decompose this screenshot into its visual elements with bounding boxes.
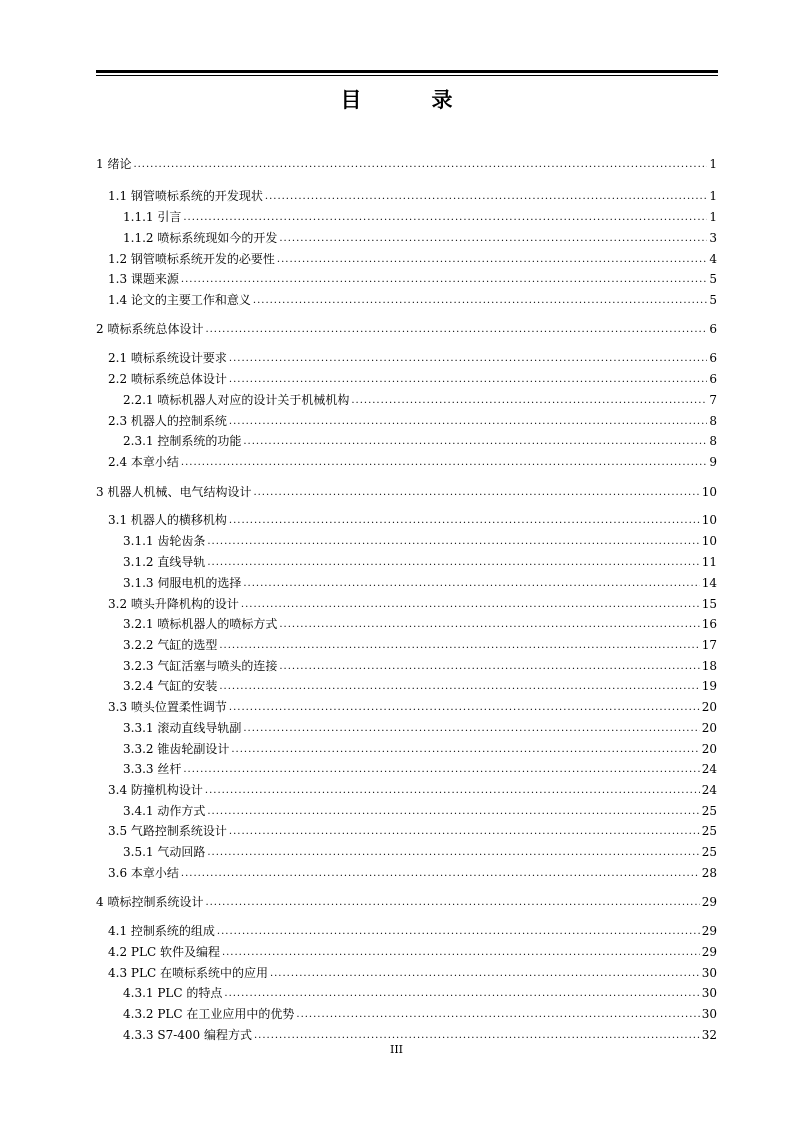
toc-entry-label: 3.5 气路控制系统设计 [108, 824, 227, 838]
page-number: III [389, 1043, 404, 1056]
toc-entry-label: 3.3.3 丝杆 [123, 762, 182, 776]
toc-entry[interactable] [108, 962, 717, 980]
toc-leader-dots [181, 274, 707, 286]
toc-leader-dots [207, 557, 699, 569]
toc-leader-dots [351, 395, 707, 407]
toc-entry-page: 20 [701, 721, 717, 735]
toc-entry-label: 2.1 喷标系统设计要求 [108, 351, 227, 365]
toc-entry[interactable] [108, 347, 717, 365]
toc-entry-page: 28 [701, 866, 717, 880]
toc-entry-label: 3.1.2 直线导轨 [123, 555, 206, 569]
toc-entry-page: 6 [709, 351, 717, 365]
toc-entry-label: 4.3.2 PLC 在工业应用中的优势 [123, 1007, 295, 1021]
toc-entry[interactable] [123, 758, 717, 776]
toc-entry-page: 8 [709, 414, 717, 428]
toc-leader-dots [229, 374, 707, 386]
toc-entry[interactable] [123, 389, 717, 407]
toc-entry[interactable] [123, 841, 717, 859]
toc-entry-page: 9 [709, 455, 717, 469]
title-char-1: 目 [340, 88, 362, 112]
toc-entry-label: 1.2 钢管喷标系统开发的必要性 [108, 252, 275, 266]
toc-entry[interactable] [108, 268, 717, 286]
toc-entry-page: 10 [701, 534, 717, 548]
toc-entry-page: 32 [701, 1028, 717, 1042]
toc-entry-label: 2.3.1 控制系统的功能 [123, 434, 242, 448]
toc-entry-label: 3.3.1 滚动直线导轨副 [123, 721, 242, 735]
toc-leader-dots [265, 191, 707, 203]
toc-entry[interactable] [123, 800, 717, 818]
toc-leader-dots [229, 416, 707, 428]
title-char-2: 录 [431, 88, 453, 112]
toc-leader-dots [207, 847, 699, 859]
toc-entry-label: 1.1.2 喷标系统现如今的开发 [123, 231, 278, 245]
toc-entry[interactable] [96, 318, 717, 336]
toc-entry-page: 17 [701, 638, 717, 652]
toc-entry[interactable] [96, 891, 717, 909]
toc-entry[interactable] [123, 675, 717, 693]
toc-leader-dots [243, 578, 699, 590]
toc-entry-page: 30 [701, 986, 717, 1000]
toc-entry-page: 6 [709, 322, 717, 336]
toc-entry-label: 3.3.2 锥齿轮副设计 [123, 742, 230, 756]
toc-entry-label: 3.2 喷头升降机构的设计 [108, 597, 239, 611]
toc-entry[interactable] [123, 227, 717, 245]
toc-entry-label: 4.3 PLC 在喷标系统中的应用 [108, 966, 268, 980]
toc-entry-page: 14 [701, 576, 717, 590]
toc-entry-label: 3.5.1 气动回路 [123, 845, 206, 859]
toc-entry-label: 4.2 PLC 软件及编程 [108, 945, 220, 959]
toc-leader-dots [229, 702, 700, 714]
toc-leader-dots [219, 640, 699, 652]
toc-leader-dots [181, 457, 707, 469]
toc-leader-dots [224, 988, 699, 1000]
toc-entry-label: 1.4 论文的主要工作和意义 [108, 293, 251, 307]
toc-entry-page: 16 [701, 617, 717, 631]
toc-entry[interactable] [123, 430, 717, 448]
toc-entry-page: 1 [709, 157, 717, 171]
toc-entry[interactable] [123, 530, 717, 548]
toc-entry-label: 2.2 喷标系统总体设计 [108, 372, 227, 386]
toc-entry-page: 10 [701, 485, 717, 499]
toc-entry-page: 11 [701, 555, 717, 569]
toc-entry[interactable] [108, 593, 717, 611]
toc-entry-label: 3.2.4 气缸的安装 [123, 679, 218, 693]
toc-leader-dots [296, 1009, 699, 1021]
toc-entry-label: 2.3 机器人的控制系统 [108, 414, 227, 428]
toc-entry-page: 19 [701, 679, 717, 693]
toc-entry-page: 25 [701, 824, 717, 838]
toc-leader-dots [183, 212, 707, 224]
toc-leader-dots [243, 436, 707, 448]
toc-entry[interactable] [108, 941, 717, 959]
toc-entry-label: 3.2.2 气缸的选型 [123, 638, 218, 652]
toc-leader-dots [219, 681, 699, 693]
toc-entry[interactable] [123, 738, 717, 756]
toc-entry-page: 25 [701, 845, 717, 859]
toc-entry-label: 3.3 喷头位置柔性调节 [108, 700, 227, 714]
toc-entry-page: 25 [701, 804, 717, 818]
toc-entry-label: 1.1.1 引言 [123, 210, 182, 224]
toc-entry-page: 3 [709, 231, 717, 245]
toc-entry-label: 3.2.3 气缸活塞与喷头的连接 [123, 659, 278, 673]
toc-entry-label: 3.1 机器人的横移机构 [108, 513, 227, 527]
toc-entry-page: 30 [701, 1007, 717, 1021]
toc-entry-page: 1 [709, 189, 717, 203]
toc-entry-page: 18 [701, 659, 717, 673]
toc-entry[interactable] [108, 862, 717, 880]
toc-leader-dots [243, 723, 699, 735]
toc-entry[interactable] [123, 717, 717, 735]
toc-entry-label: 3.1.1 齿轮齿条 [123, 534, 206, 548]
toc-entry[interactable] [108, 696, 717, 714]
toc-entry-label: 4.1 控制系统的组成 [108, 924, 215, 938]
toc-entry-page: 1 [709, 210, 717, 224]
toc-entry[interactable] [108, 920, 717, 938]
toc-leader-dots [222, 947, 700, 959]
toc-leader-dots [205, 785, 700, 797]
toc-entry-label: 3.4 防撞机构设计 [108, 783, 203, 797]
toc-leader-dots [231, 744, 699, 756]
toc-entry-page: 29 [701, 945, 717, 959]
toc-entry-label: 2.2.1 喷标机器人对应的设计关于机械机构 [123, 393, 350, 407]
toc-leader-dots [241, 599, 700, 611]
toc-entry-label: 4.3.3 S7-400 编程方式 [123, 1028, 252, 1042]
toc-entry[interactable] [108, 289, 717, 307]
toc-entry[interactable] [108, 410, 717, 428]
toc-leader-dots [279, 233, 707, 245]
toc-leader-dots [217, 926, 700, 938]
toc-entry[interactable] [123, 613, 717, 631]
toc-entry[interactable] [108, 185, 717, 203]
toc-leader-dots [253, 295, 707, 307]
toc-entry-label: 3.1.3 伺服电机的选择 [123, 576, 242, 590]
toc-entry-page: 10 [701, 513, 717, 527]
toc-leader-dots [270, 968, 700, 980]
toc-entry[interactable] [123, 1003, 717, 1021]
toc-entry-page: 29 [701, 924, 717, 938]
toc-entry[interactable] [96, 481, 717, 499]
toc-leader-dots [205, 897, 699, 909]
toc-entry-page: 7 [709, 393, 717, 407]
toc-entry-page: 20 [701, 742, 717, 756]
toc-entry[interactable] [123, 551, 717, 569]
toc-entry-label: 1.1 钢管喷标系统的开发现状 [108, 189, 263, 203]
toc-leader-dots [279, 661, 699, 673]
toc-entry[interactable] [108, 509, 717, 527]
toc-leader-dots [254, 1030, 700, 1042]
toc-entry-label: 4 喷标控制系统设计 [96, 895, 204, 909]
toc-entry[interactable] [96, 153, 717, 171]
toc-leader-dots [207, 536, 699, 548]
toc-entry-page: 15 [701, 597, 717, 611]
toc-entry-label: 3.6 本章小结 [108, 866, 179, 880]
toc-entry-label: 1.3 课题来源 [108, 272, 179, 286]
toc-entry[interactable] [123, 982, 717, 1000]
toc-entry-page: 5 [709, 272, 717, 286]
toc-leader-dots [207, 806, 699, 818]
toc-leader-dots [277, 254, 707, 266]
toc-entry-page: 30 [701, 966, 717, 980]
toc-entry-label: 3 机器人机械、电气结构设计 [96, 485, 252, 499]
toc-leader-dots [205, 324, 707, 336]
toc-leader-dots [253, 487, 699, 499]
toc-entry[interactable] [108, 779, 717, 797]
toc-entry[interactable] [108, 451, 717, 469]
toc-entry-page: 8 [709, 434, 717, 448]
toc-entry-label: 3.4.1 动作方式 [123, 804, 206, 818]
toc-entry-page: 6 [709, 372, 717, 386]
toc-entry-label: 3.2.1 喷标机器人的喷标方式 [123, 617, 278, 631]
toc-entry[interactable] [123, 634, 717, 652]
toc-entry-page: 24 [701, 783, 717, 797]
toc-entry-page: 24 [701, 762, 717, 776]
toc-leader-dots [183, 764, 699, 776]
toc-leader-dots [229, 515, 700, 527]
toc-leader-dots [229, 826, 700, 838]
toc-entry-label: 4.3.1 PLC 的特点 [123, 986, 223, 1000]
toc-entry-page: 29 [701, 895, 717, 909]
toc-leader-dots [229, 353, 707, 365]
toc-entry-label: 2 喷标系统总体设计 [96, 322, 204, 336]
toc-entry[interactable] [108, 248, 717, 266]
toc-entry-label: 1 绪论 [96, 157, 132, 171]
toc-entry-label: 2.4 本章小结 [108, 455, 179, 469]
toc-entry-page: 20 [701, 700, 717, 714]
toc-entry[interactable] [123, 1024, 717, 1042]
toc-entry-page: 4 [709, 252, 717, 266]
toc-entry-page: 5 [709, 293, 717, 307]
toc-entry[interactable] [108, 368, 717, 386]
toc-leader-dots [181, 868, 700, 880]
toc-leader-dots [279, 619, 699, 631]
toc-entry[interactable] [108, 820, 717, 838]
toc-entry[interactable] [123, 655, 717, 673]
toc-leader-dots [133, 159, 707, 171]
toc-entry[interactable] [123, 206, 717, 224]
toc-entry[interactable] [123, 572, 717, 590]
